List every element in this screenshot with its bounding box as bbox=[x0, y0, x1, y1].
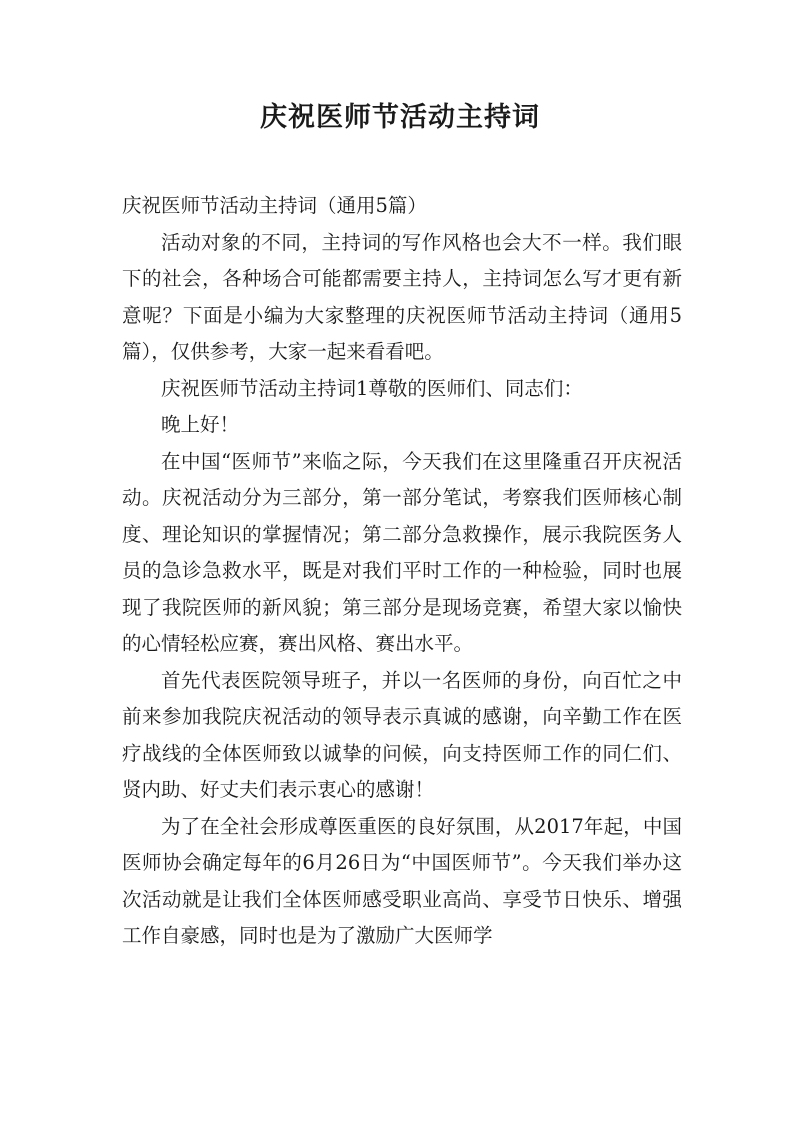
greeting-paragraph: 晚上好！ bbox=[161, 413, 240, 436]
body-paragraph: 首先代表医院领导班子，并以一名医师的身份，向百忙之中前来参加我院庆祝活动的领导表示真诚的感谢，向辛勤工作在医疗战线的全体医师致以诚挚的问候，向支持医师工作的同仁们、贤内助、好丈夫们表示衷心的感谢！ bbox=[122, 668, 682, 801]
subtitle-paragraph: 庆祝医师节活动主持词（通用5篇） bbox=[122, 194, 427, 217]
document-title: 庆祝医师节活动主持词 bbox=[260, 102, 540, 133]
intro-paragraph: 活动对象的不同，主持词的写作风格也会大不一样。我们眼下的社会，各种场合可能都需要主持人，主持词怎么写才更有新意呢？下面是小编为大家整理的庆祝医师节活动主持词（通用5篇），仅供参考，大家一起来看看吧。 bbox=[122, 230, 682, 363]
body-paragraph: 为了在全社会形成尊医重医的良好氛围，从2017年起，中国医师协会确定每年的6月26日为“中国医师节”。今天我们举办这次活动就是让我们全体医师感受职业高尚、享受节日快乐、增强工作自豪感，同时也是为了激励广大医师学 bbox=[122, 814, 682, 947]
body-paragraph: 在中国“医师节”来临之际，今天我们在这里隆重召开庆祝活动。庆祝活动分为三部分，第一部分笔试，考察我们医师核心制度、理论知识的掌握情况；第二部分急救操作，展示我院医务人员的急诊急救水平，既是对我们平时工作的一种检验，同时也展现了我院医师的新风貌；第三部分是现场竞赛，希望大家以愉快的心情轻松应赛，赛出风格、赛出水平。 bbox=[122, 449, 682, 655]
speech-heading-paragraph: 庆祝医师节活动主持词1尊敬的医师们、同志们： bbox=[161, 376, 583, 400]
document-body bbox=[122, 188, 682, 955]
